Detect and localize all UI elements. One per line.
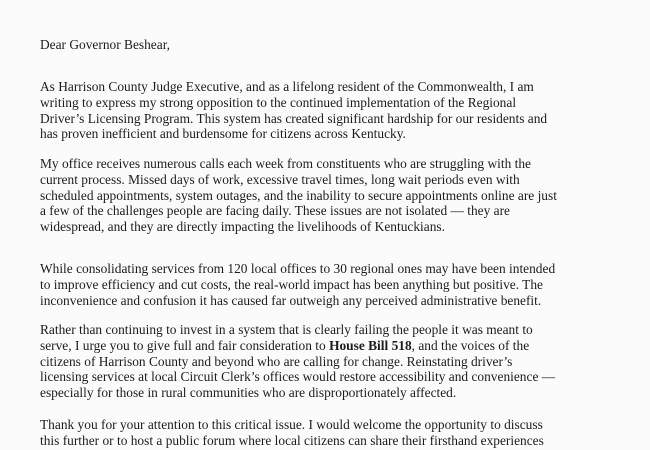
line-text: serve, I urge you to give full and fair consideration to xyxy=(40,337,330,353)
paragraph-line: writing to express my strong opposition to the continued implementation of the Regional xyxy=(40,94,517,110)
paragraph-line: licensing services at local Circuit Clerk’s offices would restore accessibility and convenience — xyxy=(40,369,556,385)
paragraph-line: to improve efficiency and cut costs, the real-world impact has been anything but positive. The xyxy=(40,276,543,292)
paragraph-line: As Harrison County Judge Executive, and as a lifelong resident of the Commonwealth, I am xyxy=(40,79,534,94)
paragraph-consolidation xyxy=(40,261,625,308)
paragraph-constituent-issues xyxy=(40,156,625,235)
paragraph-line: citizens of Harrison County and beyond who are calling for change. Reinstating driver’s xyxy=(40,353,513,369)
paragraph-line: scheduled appointments, system outages, and the inability to secure appointments online are just xyxy=(40,187,557,203)
paragraph-line: this further or to host a public forum where local citizens can share their firsthand experiences xyxy=(40,432,544,448)
paragraph-line: especially for those in rural communities who are disproportionately affected. xyxy=(40,385,457,401)
paragraph-line: My office receives numerous calls each week from constituents who are struggling with the xyxy=(40,156,531,171)
paragraph-line: widespread, and they are directly impacting the livelihoods of Kentuckians. xyxy=(40,219,445,235)
paragraph-opposition xyxy=(40,79,625,142)
house-bill-reference: House Bill 518 xyxy=(329,337,412,353)
salutation: Dear Governor Beshear, xyxy=(40,37,170,52)
paragraph-line: inconvenience and confusion it has caused far outweigh any perceived administrative benefit. xyxy=(40,292,542,308)
paragraph-line: a few of the challenges people are facing daily. These issues are not isolated — they are xyxy=(40,203,510,219)
paragraph-closing xyxy=(40,417,625,449)
paragraph-line: Driver’s Licensing Program. This system has created significant hardship for our residents and xyxy=(40,110,548,126)
paragraph-line: While consolidating services from 120 local offices to 30 regional ones may have been intended xyxy=(40,261,556,276)
paragraph-line: Rather than continuing to invest in a system that is clearly failing the people it was meant to xyxy=(40,322,533,337)
paragraph-line xyxy=(40,338,625,354)
paragraph-line: current process. Missed days of work, excessive travel times, long wait periods even with xyxy=(40,171,520,187)
line-text: , and the voices of the xyxy=(411,337,530,353)
paragraph-line: has proven inefficient and burdensome for citizens across Kentucky. xyxy=(40,126,406,142)
paragraph-line: Thank you for your attention to this critical issue. I would welcome the opportunity to discuss xyxy=(40,417,543,432)
paragraph-house-bill-request xyxy=(40,322,625,401)
